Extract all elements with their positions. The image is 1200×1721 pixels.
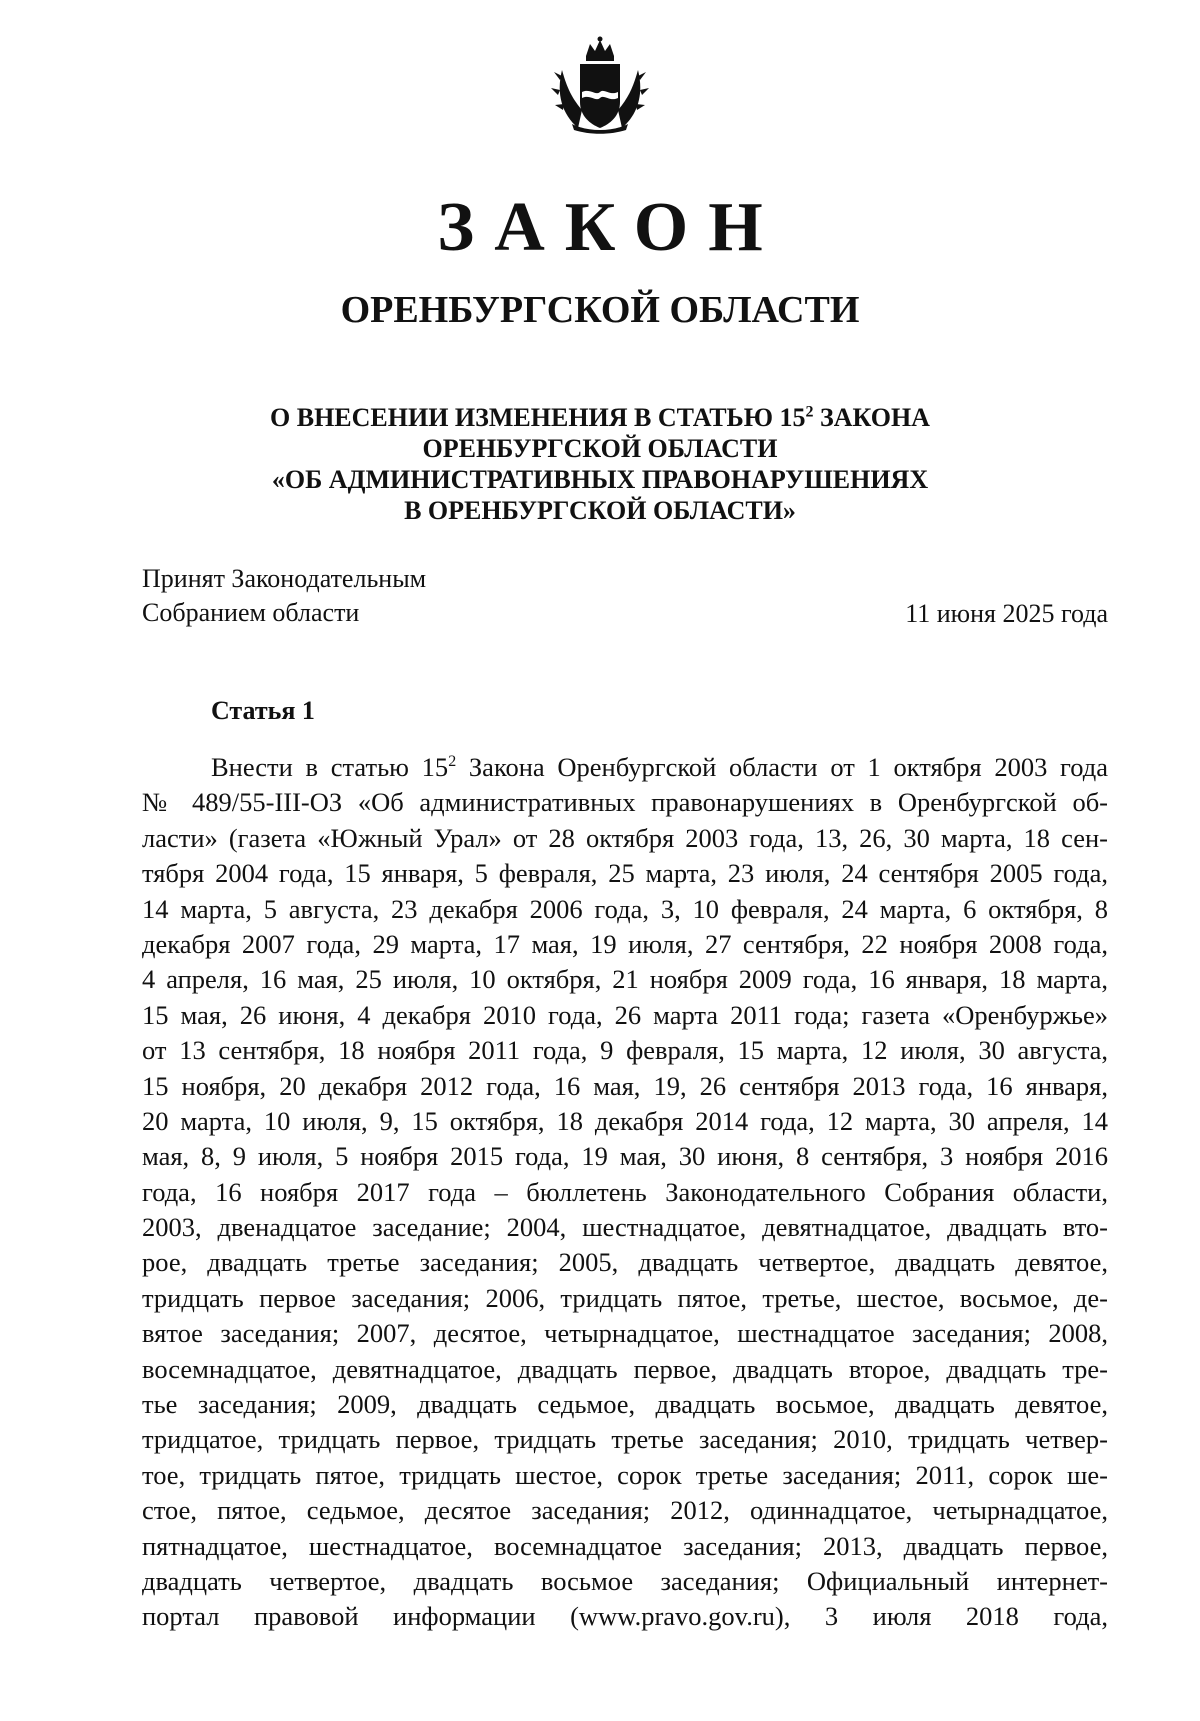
body-line: года, 16 ноября 2017 года – бюллетень Законодательного Собрания области, <box>142 1176 1108 1207</box>
adopted-line-1: Принят Законодательным <box>142 564 427 593</box>
body-line: ласти» (газета «Южный Урал» от 28 октября 2003 года, 13, 26, 30 марта, 18 сен- <box>142 822 1108 853</box>
law-heading-line-3: «ОБ АДМИНИСТРАТИВНЫХ ПРАВОНАРУШЕНИЯХ <box>271 465 929 494</box>
body-line: декабря 2007 года, 29 марта, 17 мая, 19 июля, 27 сентября, 22 ноября 2008 года, <box>142 928 1108 959</box>
body-line: от 13 сентября, 18 ноября 2011 года, 9 февраля, 15 марта, 12 июля, 30 августа, <box>142 1035 1108 1066</box>
body-line: 20 марта, 10 июля, 9, 15 октября, 18 декабря 2014 года, 12 марта, 30 апреля, 14 <box>142 1105 1108 1136</box>
law-heading-line-4: В ОРЕНБУРГСКОЙ ОБЛАСТИ» <box>404 496 796 525</box>
adopted-by <box>142 562 426 630</box>
body-line: 14 марта, 5 августа, 23 декабря 2006 года, 3, 10 февраля, 24 марта, 6 октября, 8 <box>142 893 1108 924</box>
document-title: ЗАКОН <box>437 189 783 266</box>
adopted-line-2: Собранием области <box>142 598 360 627</box>
oblast-coat-of-arms-icon <box>548 36 652 134</box>
article-body <box>142 750 1108 1635</box>
body-line: мая, 8, 9 июля, 5 ноября 2015 года, 19 мая, 30 июня, 8 сентября, 3 ноября 2016 <box>142 1141 1108 1172</box>
body-line: тье заседания; 2009, двадцать седьмое, двадцать восьмое, двадцать девятое, <box>142 1389 1108 1420</box>
law-heading-line-2: ОРЕНБУРГСКОЙ ОБЛАСТИ <box>422 434 778 463</box>
law-heading <box>200 402 1000 526</box>
body-line: рое, двадцать третье заседания; 2005, двадцать четвертое, двадцать девятое, <box>142 1247 1108 1278</box>
body-line: 15 мая, 26 июня, 4 декабря 2010 года, 26 марта 2011 года; газета «Оренбуржье» <box>142 999 1108 1030</box>
article-title: Статья 1 <box>211 696 315 725</box>
body-line: тября 2004 года, 15 января, 5 февраля, 25 марта, 23 июля, 24 сентября 2005 года, <box>142 858 1108 889</box>
body-line: вятое заседания; 2007, десятое, четырнадцатое, шестнадцатое заседания; 2008, <box>142 1318 1108 1349</box>
body-line: портал правовой информации (www.pravo.gov.ru), 3 июля 2018 года, <box>142 1601 1108 1632</box>
body-line: № 489/55-III-ОЗ «Об административных правонарушениях в Оренбургской об- <box>142 787 1108 818</box>
body-line: двадцать четвертое, двадцать восьмое заседания; Официальный интернет- <box>142 1565 1108 1596</box>
body-line: 2003, двенадцатое заседание; 2004, шестнадцатое, девятнадцатое, двадцать вто- <box>142 1212 1108 1243</box>
law-heading-line-1: О ВНЕСЕНИИ ИЗМЕНЕНИЯ В СТАТЬЮ $15^2$ ЗАКОНА <box>270 403 930 432</box>
body-line: тое, тридцать пятое, тридцать шестое, сорок третье заседания; 2011, сорок ше- <box>142 1459 1108 1490</box>
body-line: 4 апреля, 16 мая, 25 июля, 10 октября, 21 ноября 2009 года, 16 января, 18 марта, <box>142 964 1108 995</box>
document-region: ОРЕНБУРГСКОЙ ОБЛАСТИ <box>340 289 860 331</box>
body-line: Внести в статью $15^2$ Закона Оренбургской области от 1 октября 2003 года <box>211 752 1108 782</box>
body-line: стое, пятое, седьмое, десятое заседания; 2012, одиннадцатое, четырнадцатое, <box>142 1495 1108 1526</box>
adopted-date: 11 июня 2025 года <box>905 599 1108 628</box>
body-line: 15 ноября, 20 декабря 2012 года, 16 мая, 19, 26 сентября 2013 года, 16 января, <box>142 1070 1108 1101</box>
body-line: пятнадцатое, шестнадцатое, восемнадцатое заседания; 2013, двадцать первое, <box>142 1530 1108 1561</box>
body-line: тридцать первое заседания; 2006, тридцать пятое, третье, шестое, восьмое, де- <box>142 1282 1108 1313</box>
body-line: восемнадцатое, девятнадцатое, двадцать первое, двадцать второе, двадцать тре- <box>142 1353 1108 1384</box>
body-line: тридцатое, тридцать первое, тридцать третье заседания; 2010, тридцать четвер- <box>142 1424 1108 1455</box>
